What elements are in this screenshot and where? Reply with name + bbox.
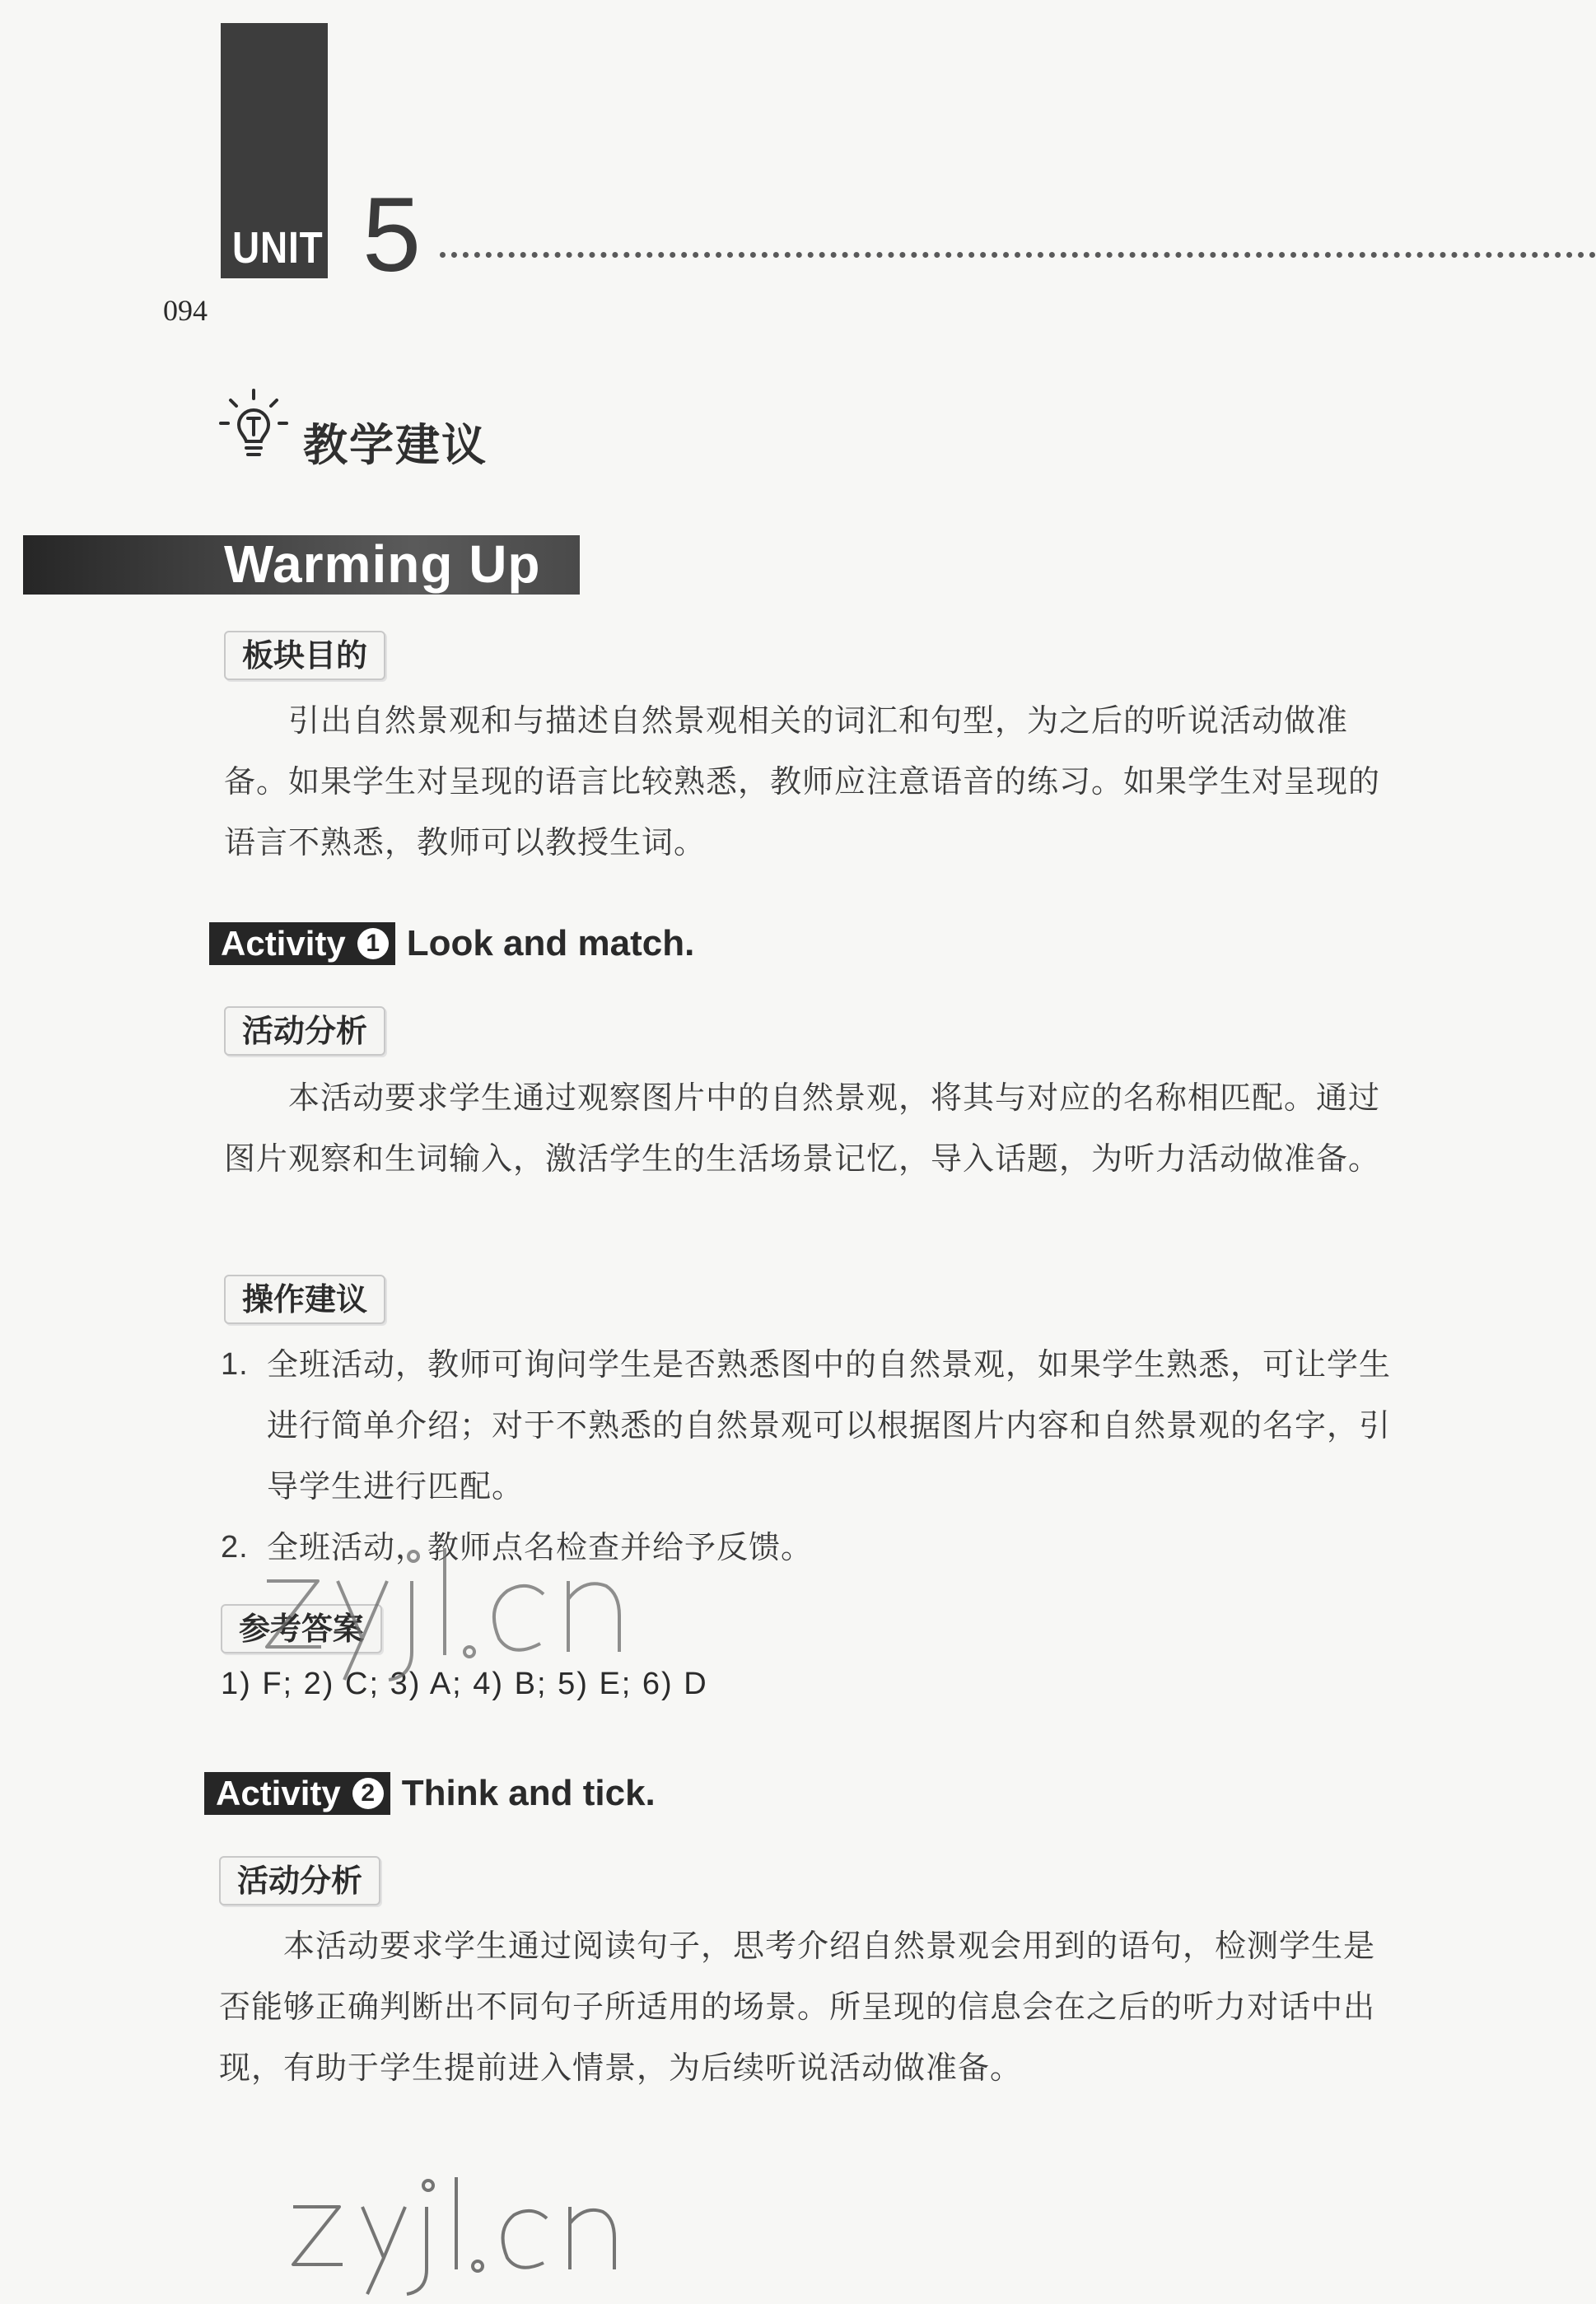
- suggestion-text: 全班活动，教师点名检查并给予反馈。: [267, 1529, 814, 1565]
- activity-2-heading: [204, 1772, 656, 1815]
- watermark-logo: [247, 1532, 675, 1696]
- suggestion-number: 2.: [221, 1530, 249, 1565]
- suggestion-number: 1.: [221, 1347, 249, 1382]
- activity-2-analysis-text: 本活动要求学生通过阅读句子，思考介绍自然景观会用到的语句，检测学生是否能够正确判断出不同句子所适用的场景。所呈现的信息会在之后的听力对话中出现，有助于学生提前进入情景，为后续听说活动做准备。: [219, 1928, 1376, 2086]
- lightbulb-icon: [219, 389, 288, 464]
- watermark-logo: [280, 2174, 692, 2297]
- activity-number: 2: [352, 1778, 384, 1809]
- page-number: 094: [163, 294, 208, 327]
- suggestion-text: 全班活动，教师可询问学生是否熟悉图中的自然景观，如果学生熟悉，可让学生进行简单介绍；对于不熟悉的自然景观可以根据图片内容和自然景观的名字，引导学生进行匹配。: [267, 1346, 1392, 1504]
- block-purpose-tag: 板块目的: [224, 631, 385, 680]
- block-purpose-text: 引出自然景观和与描述自然景观相关的词汇和句型，为之后的听说活动做准备。如果学生对呈现的语言比较熟悉，教师应注意语音的练习。如果学生对呈现的语言不熟悉，教师可以教授生词。: [224, 702, 1381, 861]
- activity-label: Activity: [221, 924, 346, 963]
- activity-title: Look and match.: [406, 923, 695, 963]
- banner-title: Warming Up: [224, 534, 541, 594]
- activity-1-answer-text: 1) F; 2) C; 3) A; 4) B; 5) E; 6) D: [221, 1667, 708, 1701]
- activity-1-suggestion-tag: 操作建议: [224, 1275, 385, 1324]
- activity-label: Activity: [216, 1774, 341, 1812]
- activity-1-heading: [209, 922, 694, 965]
- unit-label: UNIT: [232, 223, 324, 273]
- activity-badge: [204, 1772, 390, 1815]
- suggestion-item: [221, 1334, 1407, 1517]
- unit-number: 5: [362, 176, 422, 294]
- activity-badge: [209, 922, 395, 965]
- activity-2-analysis-tag: 活动分析: [219, 1856, 380, 1905]
- activity-1-answer-tag: 参考答案: [221, 1604, 382, 1653]
- header-dotted-rule: [440, 252, 1596, 258]
- activity-number: 1: [357, 928, 389, 959]
- section-title: 教学建议: [303, 419, 488, 471]
- activity-title: Think and tick.: [401, 1773, 656, 1813]
- activity-1-analysis-tag: 活动分析: [224, 1006, 385, 1056]
- activity-1-analysis-text: 本活动要求学生通过观察图片中的自然景观，将其与对应的名称相匹配。通过图片观察和生词输入，激活学生的生活场景记忆，导入话题，为听力活动做准备。: [224, 1080, 1381, 1177]
